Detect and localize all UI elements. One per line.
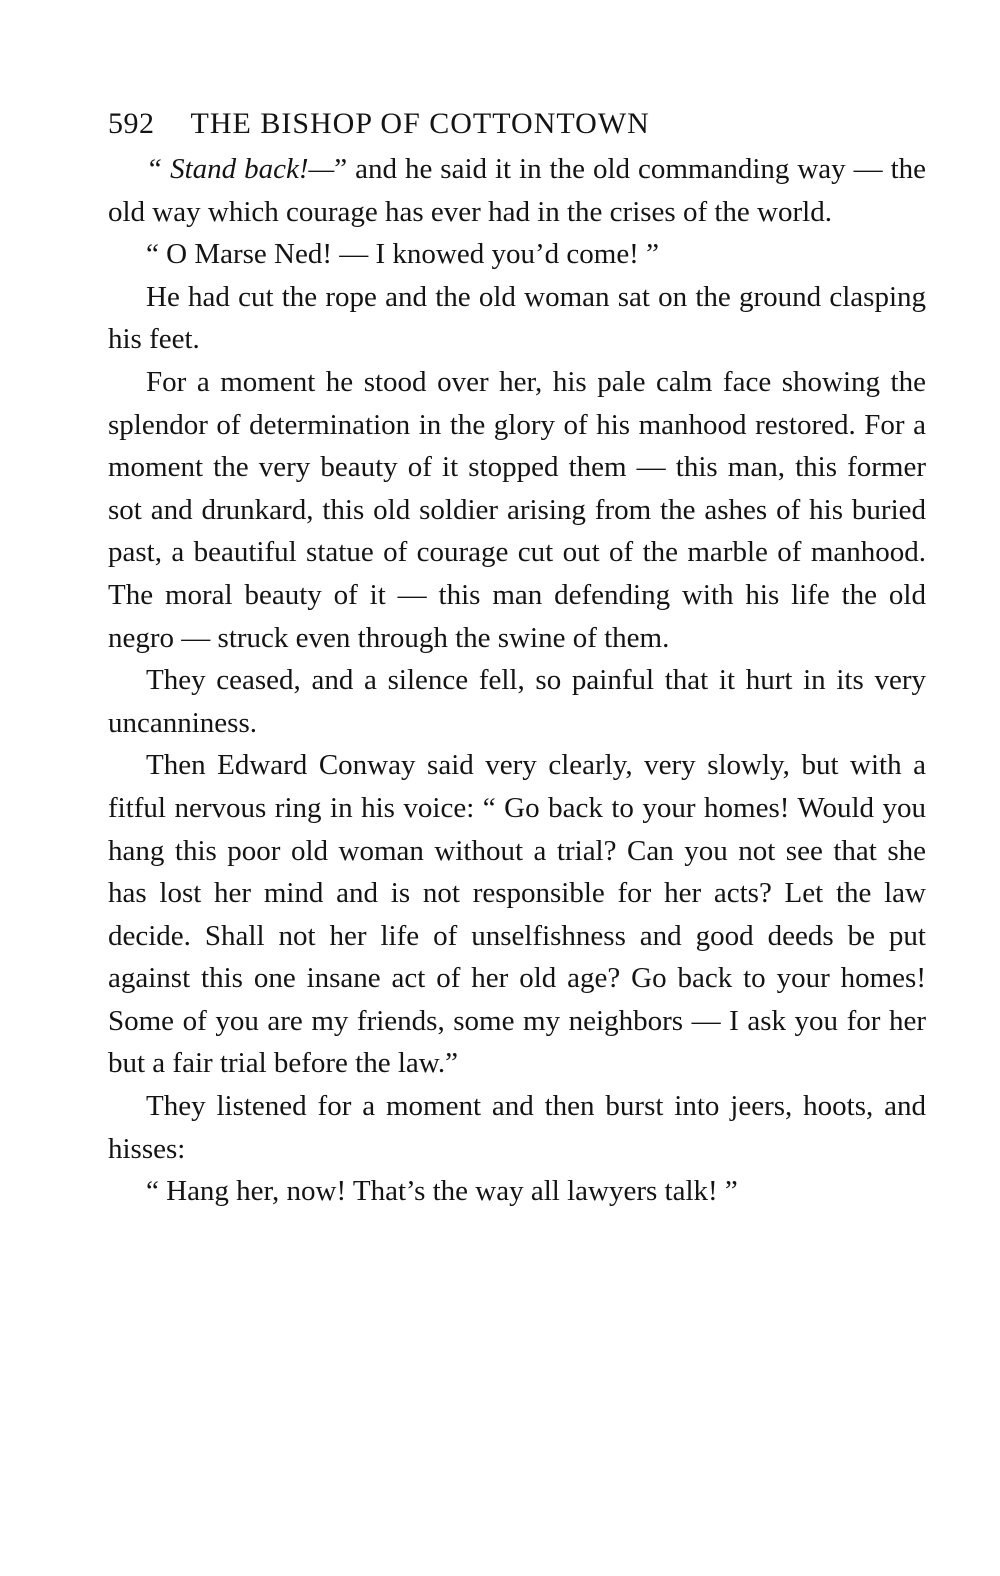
book-page bbox=[108, 100, 926, 1213]
book-title: THE BISHOP OF COTTONTOWN bbox=[190, 107, 650, 140]
paragraph-6: Then Edward Conway said very clearly, very slowly, but with a fitful nervous ring in his voice: “ Go back to your homes! Would you hang this poor old woman without a trial? Can you not see that she has lost her mind and is not responsible for her acts? Let the law decide. Shall not her life of unselfishness and good deeds be put against this one insane act of her old age? Go back to your homes! Some of you are my friends, some my neighbors — I ask you for her but a fair trial before the law.” bbox=[108, 749, 926, 1080]
body-text bbox=[108, 148, 926, 1213]
italic-exclamation: “ Stand back!— bbox=[146, 153, 335, 185]
paragraph-4: For a moment he stood over her, his pale calm face showing the splendor of determination in the glory of his manhood restored. For a moment the very beauty of it stopped them — this man, this former sot and drunkard, this old soldier arising from the ashes of his buried past, a beautiful statue of courage cut out of the marble of manhood. The moral beauty of it — this man defending with his life the old negro — struck even through the swine of them. bbox=[108, 365, 926, 654]
running-head bbox=[108, 100, 926, 148]
page-number: 592 bbox=[108, 107, 155, 140]
paragraph-text: ” and he said it in the old commanding way — the old way which courage has ever had in the crises of the world. bbox=[108, 153, 926, 228]
paragraph-8: “ Hang her, now! That’s the way all lawyers talk! ” bbox=[146, 1175, 738, 1208]
paragraph-2: “ O Marse Ned! — I knowed you’d come! ” bbox=[146, 238, 659, 271]
paragraph-1 bbox=[108, 148, 926, 233]
paragraph-5: They ceased, and a silence fell, so painful that it hurt in its very uncanniness. bbox=[108, 664, 926, 739]
paragraph-7: They listened for a moment and then burst into jeers, hoots, and hisses: bbox=[108, 1090, 926, 1165]
paragraph-3: He had cut the rope and the old woman sat on the ground clasping his feet. bbox=[108, 280, 926, 356]
